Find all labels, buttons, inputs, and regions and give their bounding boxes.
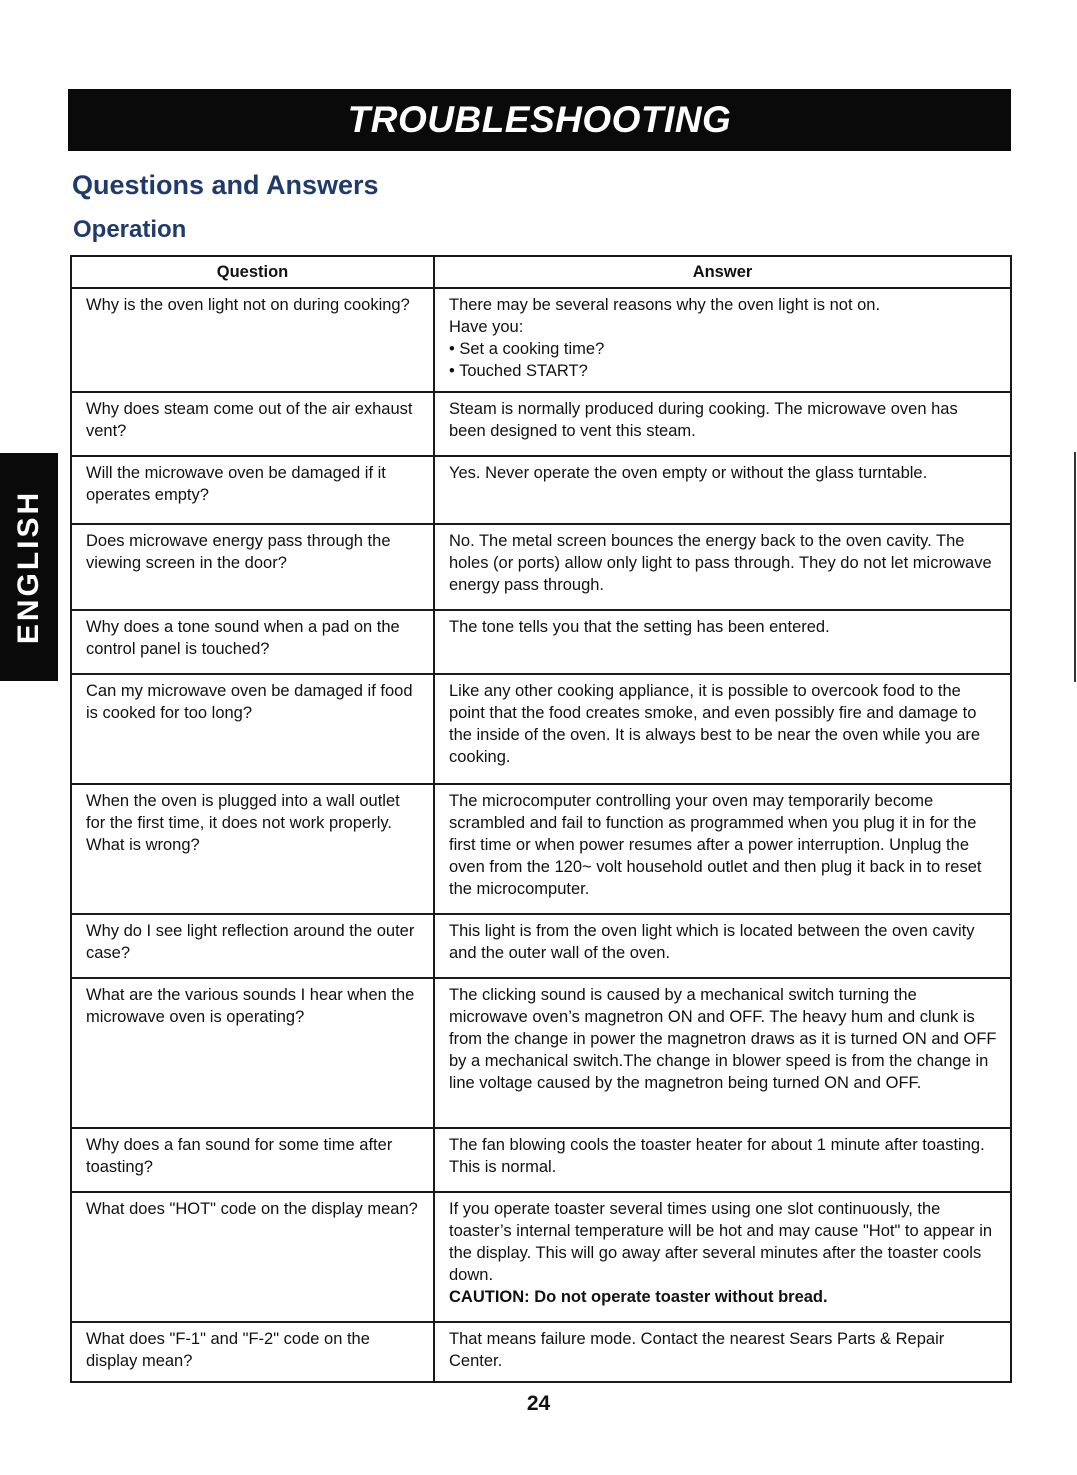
question-cell: What are the various sounds I hear when the microwave oven is operating? xyxy=(71,978,434,1128)
section-heading: Questions and Answers xyxy=(72,170,379,200)
table-row xyxy=(71,392,1011,456)
question-cell: What does "HOT" code on the display mean? xyxy=(71,1192,434,1322)
answer-cell xyxy=(434,610,1011,674)
table-header-row xyxy=(71,256,1011,288)
answer-line: Like any other cooking appliance, it is possible to overcook food to the point that the food creates smoke, and even possibly fire and damage to the inside of the oven. It is always best to be near the oven while you are cooking. xyxy=(449,682,981,766)
answer-line: The microcomputer controlling your oven may temporarily become scrambled and fail to function as programmed when you plug it in for the first time or when power resumes after a power interruption. Unplug the oven from the 120~ volt household outlet and then plug it back in to reset the microcomputer. xyxy=(449,792,982,898)
answer-cell xyxy=(434,1128,1011,1192)
question-cell: Why does a tone sound when a pad on the control panel is touched? xyxy=(71,610,434,674)
answer-line: This light is from the oven light which is located between the oven cavity and the outer wall of the oven. xyxy=(449,922,975,962)
title-banner xyxy=(68,89,1011,151)
question-cell: Why does steam come out of the air exhaust vent? xyxy=(71,392,434,456)
question-cell: Will the microwave oven be damaged if it operates empty? xyxy=(71,456,434,524)
table-row xyxy=(71,288,1011,392)
answer-cell xyxy=(434,1192,1011,1322)
answer-line: • Touched START? xyxy=(449,362,588,380)
caution-note: CAUTION: Do not operate toaster without bread. xyxy=(449,1288,828,1306)
answer-cell xyxy=(434,674,1011,784)
answer-cell xyxy=(434,288,1011,392)
table-row xyxy=(71,978,1011,1128)
answer-line: That means failure mode. Contact the nearest Sears Parts & Repair Center. xyxy=(449,1330,945,1370)
language-tab-label: ENGLISH xyxy=(12,489,46,645)
edge-rule xyxy=(1074,452,1076,682)
answer-line: The clicking sound is caused by a mechanical switch turning the microwave oven’s magnetron ON and OFF. The heavy hum and clunk is from the change in power the magnetron draws as it is turned ON and OFF by a mechanical switch.The change in blower speed is from the change in line voltage caused by the magnetron being turned ON and OFF. xyxy=(449,986,997,1092)
banner-title: TROUBLESHOOTING xyxy=(347,99,732,140)
answer-cell xyxy=(434,1322,1011,1382)
answer-line: No. The metal screen bounces the energy back to the oven cavity. The holes (or ports) allow only light to pass through. They do not let microwave energy pass through. xyxy=(449,532,992,594)
question-cell: Why is the oven light not on during cooking? xyxy=(71,288,434,392)
table-row xyxy=(71,524,1011,610)
qa-table xyxy=(70,255,1012,1383)
table-row xyxy=(71,610,1011,674)
section-subheading: Operation xyxy=(73,216,187,243)
answer-line: • Set a cooking time? xyxy=(449,340,605,358)
table-row xyxy=(71,1322,1011,1382)
table-row xyxy=(71,914,1011,978)
page-number: 24 xyxy=(526,1392,551,1415)
answer-cell xyxy=(434,392,1011,456)
question-cell: Why does a fan sound for some time after toasting? xyxy=(71,1128,434,1192)
answer-line: Yes. Never operate the oven empty or without the glass turntable. xyxy=(449,464,928,482)
answer-cell xyxy=(434,914,1011,978)
answer-cell xyxy=(434,978,1011,1128)
column-header-answer: Answer xyxy=(434,256,1011,288)
question-cell: Why do I see light reflection around the outer case? xyxy=(71,914,434,978)
answer-line: There may be several reasons why the oven light is not on. xyxy=(449,296,881,314)
language-tab xyxy=(0,453,58,681)
answer-cell xyxy=(434,456,1011,524)
answer-line: The fan blowing cools the toaster heater for about 1 minute after toasting. This is normal. xyxy=(449,1136,985,1176)
answer-line: The tone tells you that the setting has been entered. xyxy=(449,618,830,636)
question-cell: Can my microwave oven be damaged if food is cooked for too long? xyxy=(71,674,434,784)
question-cell: Does microwave energy pass through the viewing screen in the door? xyxy=(71,524,434,610)
answer-cell xyxy=(434,524,1011,610)
answer-cell xyxy=(434,784,1011,914)
question-cell: When the oven is plugged into a wall outlet for the first time, it does not work properly. What is wrong? xyxy=(71,784,434,914)
table-row xyxy=(71,456,1011,524)
table-row xyxy=(71,674,1011,784)
answer-line: Have you: xyxy=(449,318,524,336)
qa-table-body xyxy=(71,288,1011,1382)
table-row xyxy=(71,1192,1011,1322)
table-row xyxy=(71,784,1011,914)
table-row xyxy=(71,1128,1011,1192)
column-header-question: Question xyxy=(71,256,434,288)
answer-line: Steam is normally produced during cooking. The microwave oven has been designed to vent this steam. xyxy=(449,400,958,440)
answer-line: If you operate toaster several times using one slot continuously, the toaster’s internal temperature will be hot and may cause "Hot" to appear in the display. This will go away after several minutes after the toaster cools down. xyxy=(449,1200,993,1284)
question-cell: What does "F-1" and "F-2" code on the display mean? xyxy=(71,1322,434,1382)
